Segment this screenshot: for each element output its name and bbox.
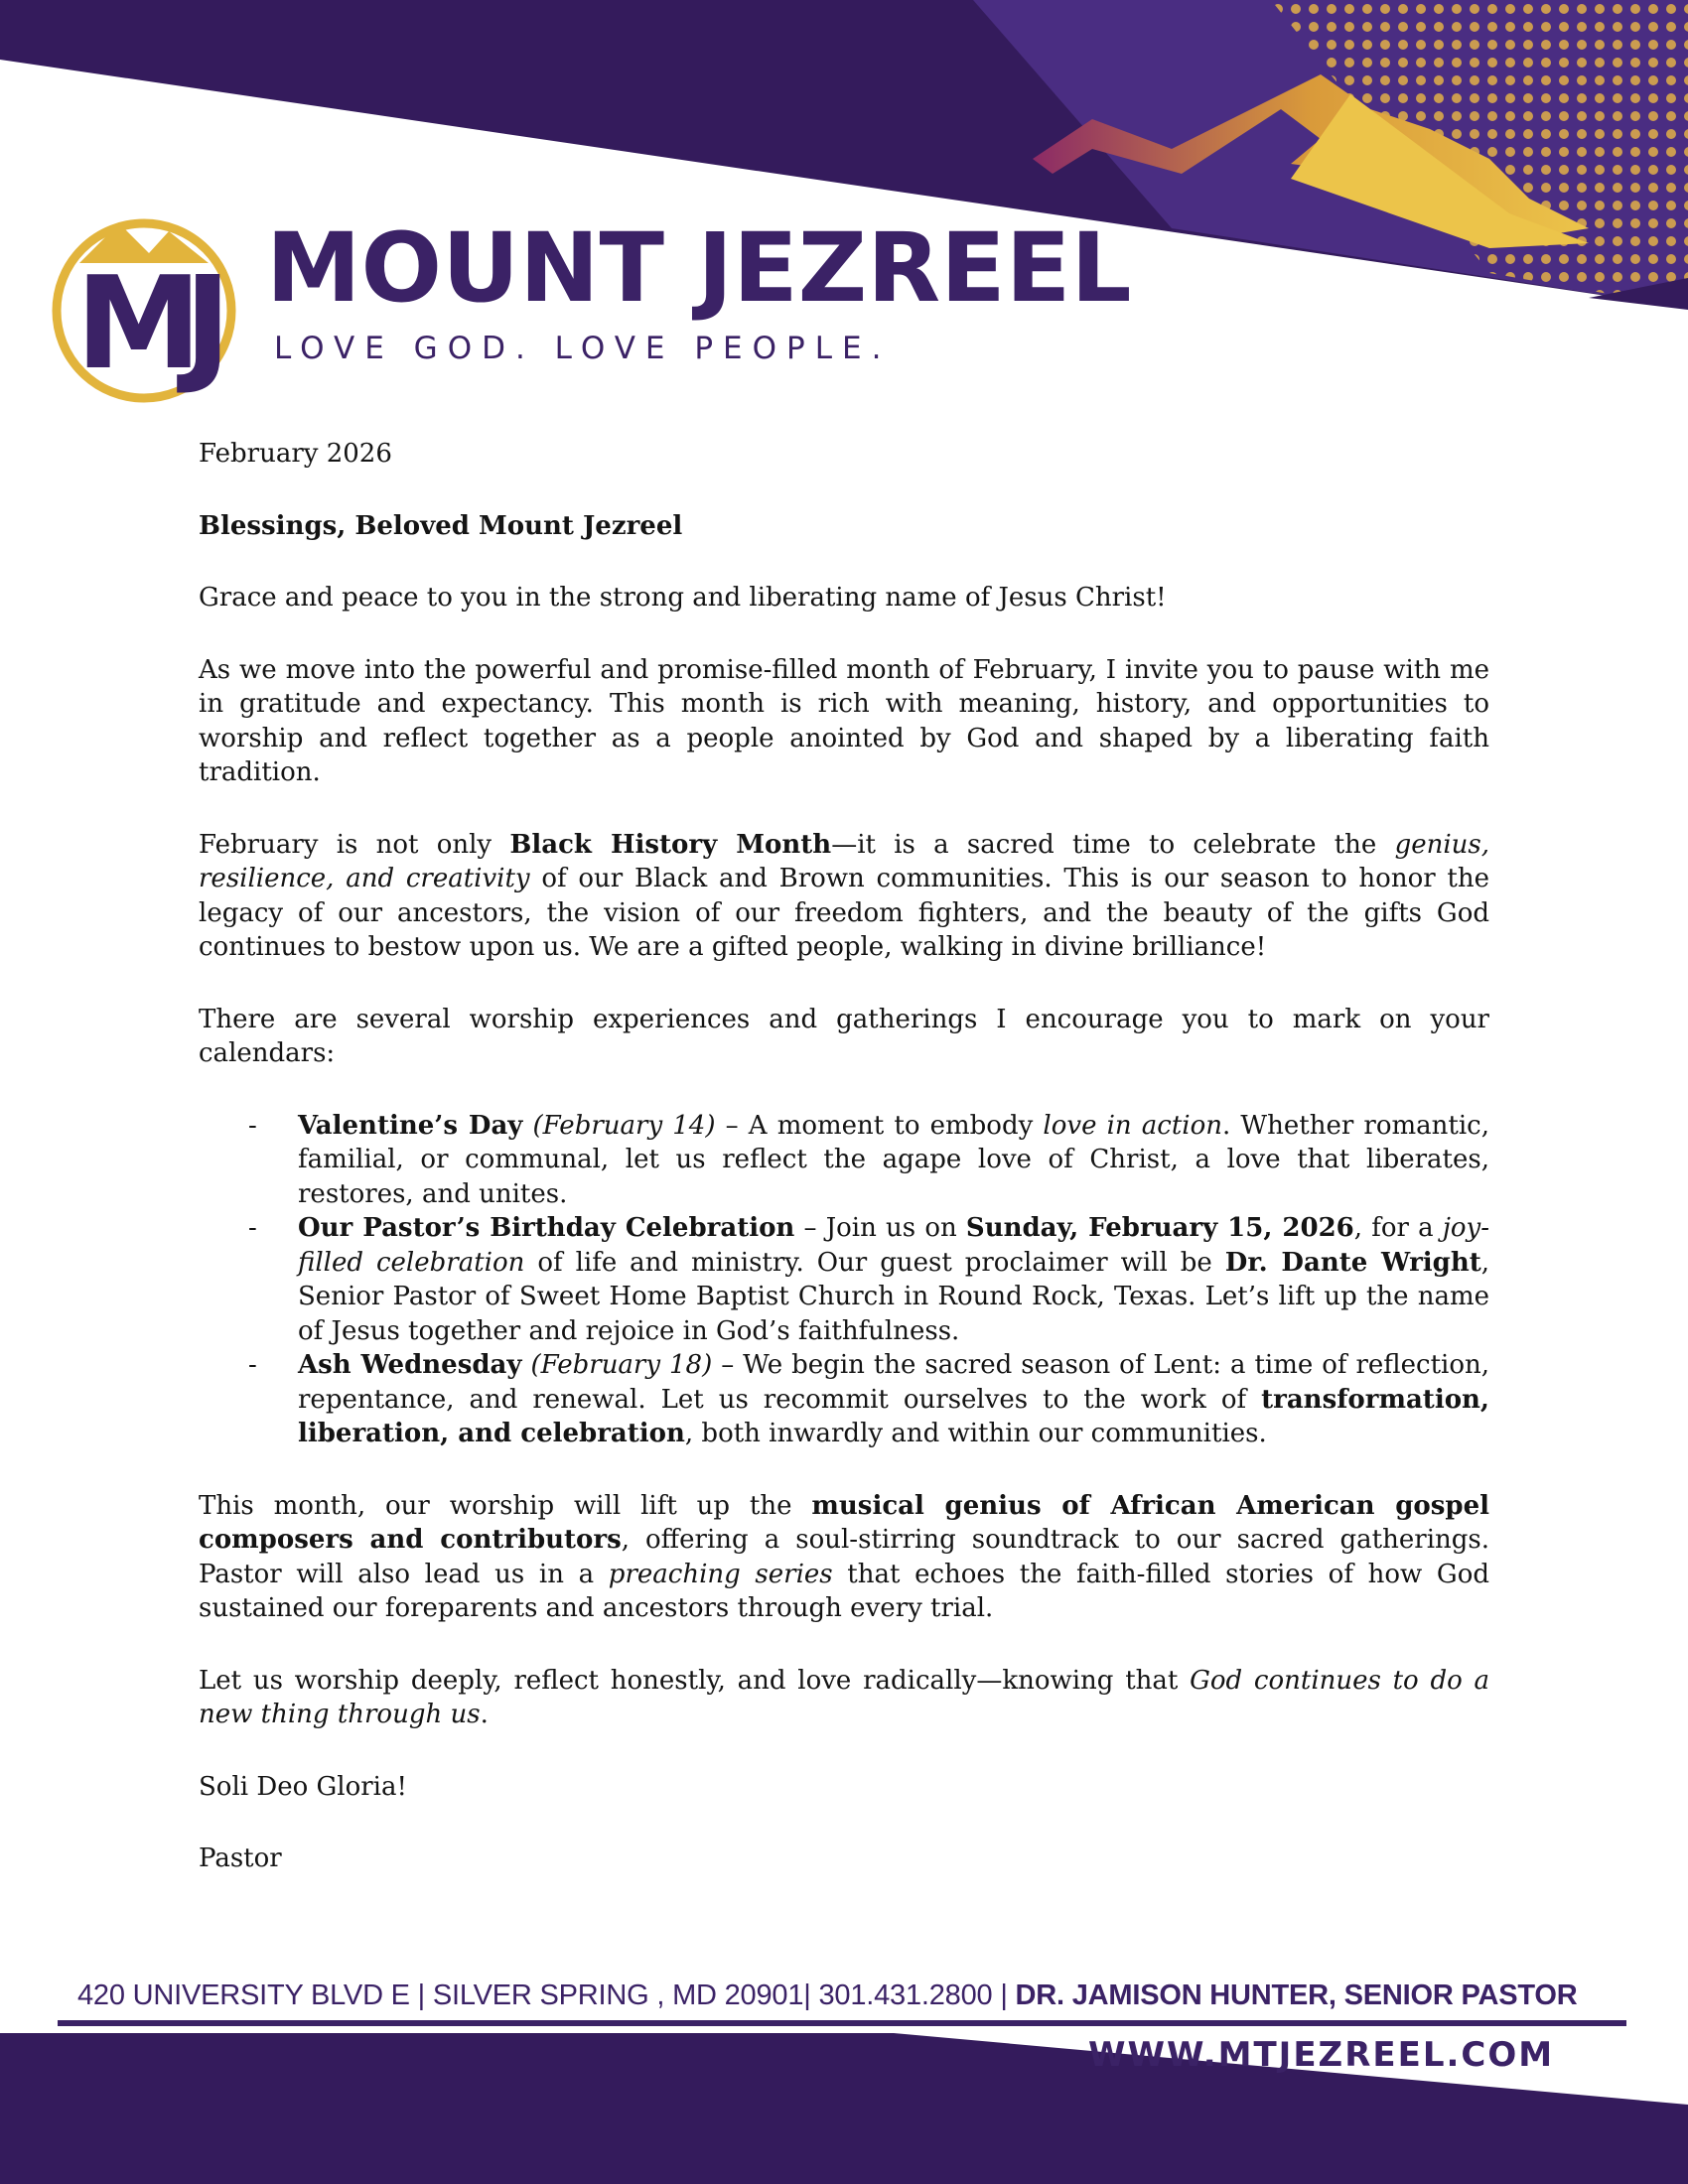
list-item-valentines	[199, 1109, 1489, 1212]
bold-run: musical genius of African American gospel composers and contributors	[199, 1490, 1489, 1555]
text-run: Let us worship deeply, reflect honestly, and love radically—knowing that	[199, 1665, 1191, 1696]
letter-signature: Pastor	[199, 1843, 282, 1873]
list-item-birthday	[199, 1211, 1489, 1348]
bullet-marker: -	[248, 1350, 257, 1380]
letter-closing: Soli Deo Gloria!	[199, 1771, 407, 1802]
event-title: Our Pastor’s Birthday Celebration	[298, 1213, 795, 1243]
text-run: , Senior Pastor of Sweet Home Baptist Church in Round Rock, Texas. Let’s lift up the name of Jesus together and rejoice in God’s faithfulness.	[298, 1247, 1489, 1346]
text-run: , both inwardly and within our communities.	[684, 1419, 1267, 1448]
paragraph-greeting: Grace and peace to you in the strong and liberating name of Jesus Christ!	[199, 583, 1167, 613]
paragraph-black-history	[199, 828, 1489, 965]
brand-tagline: LOVE GOD. LOVE PEOPLE.	[274, 331, 892, 366]
event-title: Valentine’s Day	[298, 1110, 523, 1141]
text-run: – Join us on	[794, 1213, 966, 1243]
text-run: of our Black and Brown communities. This is our season to honor the legacy of our ancestors, the vision of our freedom fighters, and the beauty of the gifts God continues to bestow upon us. We are a gifted people, walking in divine brilliance!	[199, 864, 1489, 962]
bold-run: transformation, liberation, and celebration	[298, 1384, 1489, 1448]
bullet-marker: -	[248, 1110, 257, 1141]
footer-address	[77, 1979, 1577, 2012]
event-date: (February 14)	[522, 1110, 716, 1141]
text-run: This month, our worship will lift up the	[199, 1490, 812, 1521]
salutation-text: Blessings, Beloved Mount Jezreel	[199, 510, 683, 541]
letter-date: February 2026	[199, 439, 392, 469]
brand-name: MOUNT JEZREEL	[266, 212, 1132, 324]
mj-logo-icon	[40, 194, 258, 407]
guest-name: Dr. Dante Wright	[1224, 1247, 1481, 1278]
paragraph-music	[199, 1489, 1489, 1626]
text-run: , offering a soul-stirring soundtrack to our sacred gatherings. Pastor will also lead us in a	[199, 1525, 1490, 1589]
text-run: February is not only	[199, 829, 510, 860]
italic-run: genius, resilience, and creativity	[199, 829, 1490, 893]
bold-run: Black History Month	[509, 829, 832, 860]
senior-pastor: DR. JAMISON HUNTER, SENIOR PASTOR	[1015, 1979, 1578, 2011]
events-list	[199, 1109, 1489, 1451]
text-run: – A moment to embody	[715, 1110, 1044, 1141]
address-text: 420 UNIVERSITY BLVD E | SILVER SPRING , MD 20901| 301.431.2800 |	[77, 1979, 1016, 2011]
website-link[interactable]: WWW.MTJEZREEL.COM	[1088, 2035, 1555, 2075]
text-run: of life and ministry. Our guest proclaimer will be	[524, 1247, 1225, 1278]
text-run: . Whether romantic, familial, or communal, let us reflect the agape love of Christ, a love that liberates, restores, and unites.	[298, 1110, 1490, 1209]
event-title: Ash Wednesday	[298, 1350, 522, 1380]
italic-run: joy-filled celebration	[298, 1213, 1490, 1278]
bullet-marker: -	[248, 1213, 257, 1243]
paragraph-worship	[199, 1664, 1489, 1732]
list-item-ash-wednesday	[199, 1348, 1489, 1451]
italic-run: God continues to do a new thing through us	[199, 1665, 1489, 1729]
letter-body	[199, 437, 1489, 1914]
event-date: Sunday, February 15, 2026	[965, 1213, 1354, 1243]
text-run: that echoes the faith-filled stories of how God sustained our foreparents and ancestors through every trial.	[199, 1559, 1489, 1623]
text-run: —it is a sacred time to celebrate the	[831, 829, 1395, 860]
text-run: , for a	[1353, 1213, 1443, 1243]
italic-run: love in action	[1043, 1110, 1223, 1141]
text-run: .	[480, 1700, 489, 1729]
text-run: – We begin the sacred season of Lent: a time of reflection, repentance, and renewal. Let us recommit ourselves to the work of	[298, 1350, 1489, 1415]
event-date: (February 18)	[521, 1350, 713, 1380]
italic-run: preaching series	[608, 1559, 833, 1589]
paragraph-calendar: There are several worship experiences and gatherings I encourage you to mark on your calendars:	[199, 1004, 1489, 1068]
logo-monogram: MJ	[75, 250, 213, 398]
letter-salutation	[199, 509, 1489, 544]
paragraph-intro: As we move into the powerful and promise-filled month of February, I invite you to pause with me in gratitude and expectancy. This month is rich with meaning, history, and opportunities to worship and reflect together as a people anointed by God and shaped by a liberating faith tradition.	[199, 654, 1489, 787]
